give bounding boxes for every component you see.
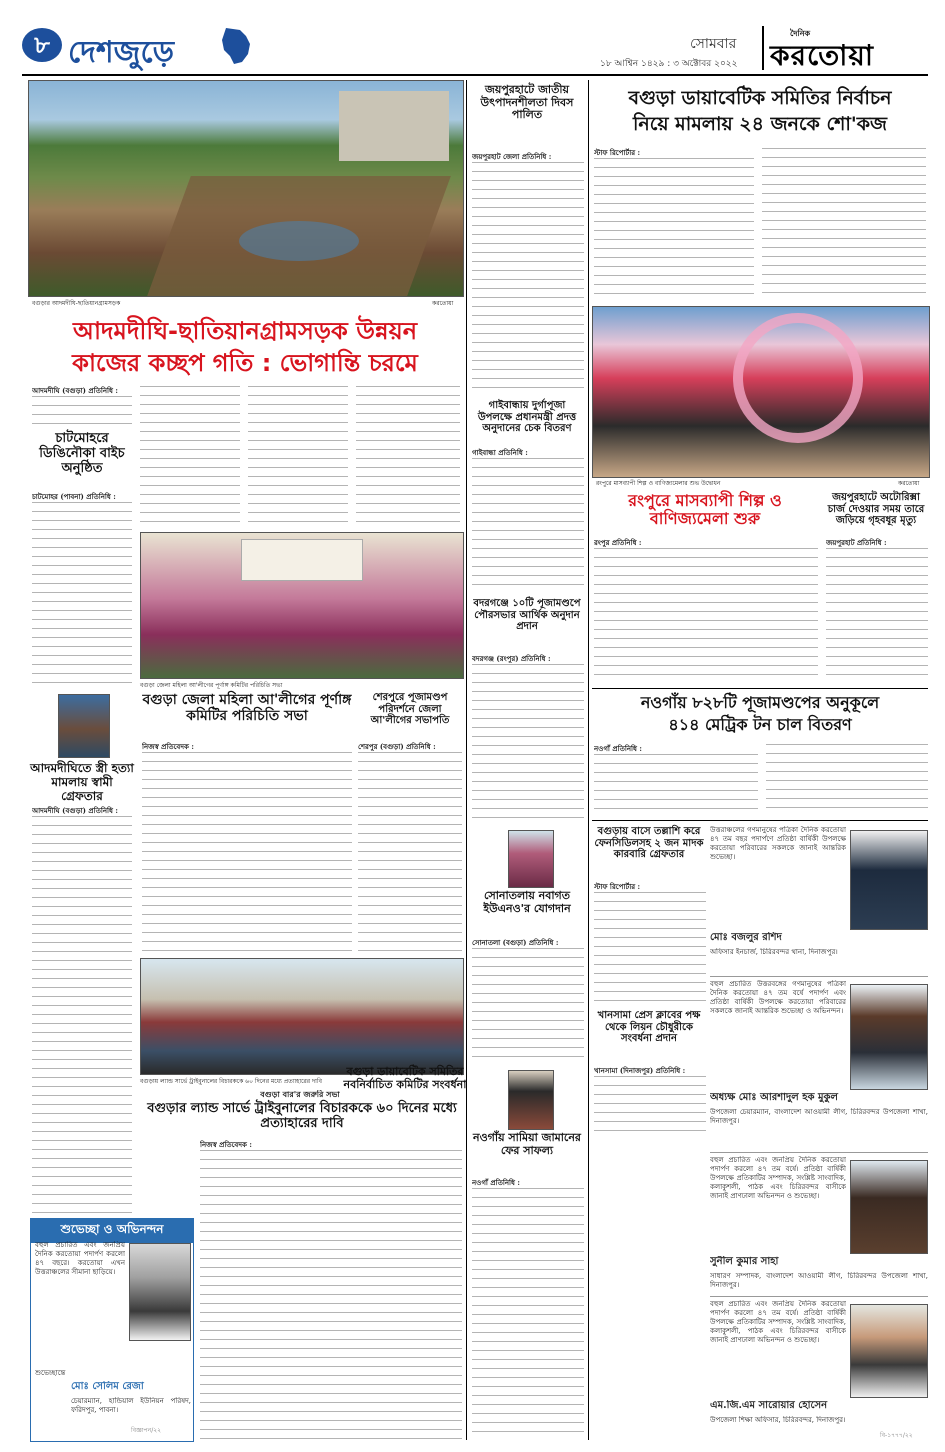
main-story-body-col1 xyxy=(32,396,132,428)
khansama-headline: খানসামা প্রেস ক্লাবের পক্ষ থেকে লিয়ন চৌধুরীকে সংবর্ধনা প্রদান xyxy=(597,1010,701,1044)
sherpur-puja-body xyxy=(358,752,462,952)
naogaon-rice-dateline: নওগাঁ প্রতিনিধি : xyxy=(594,744,642,753)
trade-fair-body xyxy=(594,548,818,682)
auto-death-dateline: জয়পুরহাট প্রতিনিধি : xyxy=(826,538,887,547)
road-photo xyxy=(28,80,464,297)
greeting-header: শুভেচ্ছা ও অভিনন্দন xyxy=(31,1219,193,1243)
right-ad-2 xyxy=(710,980,928,1153)
gaibandha-dateline: গাইবান্ধা প্রতিনিধি : xyxy=(472,448,528,457)
mohila-league-photo xyxy=(140,532,464,679)
main-story-body-col4 xyxy=(356,386,460,526)
right-ad-4-name: এম.জি.এম সারোয়ার হোসেন xyxy=(710,1400,828,1411)
mohila-league-dateline: নিজস্ব প্রতিবেদক : xyxy=(142,742,194,751)
gaibandha-headline: গাইবান্ধায় দুর্গাপূজা উপলক্ষে প্রধানমন্ত্রী প্রদত্ত অনুদানের চেক বিতরণ xyxy=(477,400,577,434)
badarganj-body xyxy=(472,664,584,824)
road-photo-credit: করতোয়া xyxy=(432,300,454,307)
bangladesh-map-icon xyxy=(220,26,254,66)
diabetic-case-body-col1 xyxy=(594,158,754,300)
samia-headline: নওগাঁয় সামিয়া জামানের ফের সাফল্য xyxy=(473,1131,581,1157)
trade-fair-dateline: রংপুর প্রতিনিধি : xyxy=(594,538,642,547)
paper-name-logo: করতোয়া xyxy=(770,39,874,72)
sherpur-puja-dateline: শেরপুর (বগুড়া) প্রতিনিধি : xyxy=(358,742,436,751)
murder-headline: আদমদীঘিতে স্ত্রী হত্যা মামলায় স্বামী গ্রেফতার xyxy=(30,761,134,803)
naogaon-rice-headline-line2: ৪১৪ মেট্রিক টন চাল বিতরণ xyxy=(668,715,852,734)
middle-right-divider xyxy=(588,80,589,1440)
right-ad-4-portrait xyxy=(850,1304,928,1398)
badarganj-headline: বদরগঞ্জে ১০টি পূজামণ্ডপে পৌরসভার আর্থিক অনুদান প্রদান xyxy=(473,598,581,632)
gaibandha-body xyxy=(472,458,584,592)
road-photo-caption: বগুড়ার আদমদীঘি-ছাতিয়ানগ্রামসড়ক xyxy=(32,300,121,307)
greeting-portrait xyxy=(129,1243,191,1341)
land-survey-headline: বগুড়ার ল্যান্ড সার্ভে ট্রাইবুনালের বিচারককে ৬০ দিনের মধ্যে প্রত্যাহারের দাবি xyxy=(147,1101,457,1131)
sonatala-headline: সোনাতলায় নবাগত ইউএনও'র যোগদান xyxy=(483,889,571,915)
right-ad-1-name: মোঃ বজলুর রশিদ xyxy=(710,932,782,943)
right-ad-4-title: উপজেলা শিক্ষা অফিসার, চিরিরবন্দর, দিনাজপুর। xyxy=(710,1416,846,1424)
right-ad-2-portrait xyxy=(850,984,928,1090)
greeting-body: বহুল প্রচারিত এবং জনপ্রিয় দৈনিক করতোয়া পদার্পণ করলো ৪৭ বছরে। করতোয়া এখন উত্তরাঞ্চলের সীমানা ছাড়িয়ে। xyxy=(35,1241,125,1276)
footer-ad-ref: বি-১৭৭৭/২২ xyxy=(880,1432,913,1439)
uno-portrait xyxy=(508,830,554,888)
murder-body xyxy=(32,816,132,1216)
right-ad-3-text: বহুল প্রচারিত এবং জনপ্রিয় দৈনিক করতোয়া পদার্পণ করলো ৪৭ তম বর্ষে। প্রতিষ্ঠা বার্ষিকী উপলক্ষে প্রতিকাটির সম্পাদক, সংশ্লিষ্ট সাংবাদিক, কলাকুশলী, পাঠক এবং চিরিরবন্দর বাসীকে জানাই প্রাণঢালা অভিনন্দন ও শুভেচ্ছা। xyxy=(710,1156,846,1200)
masthead xyxy=(0,0,945,72)
masthead-rule xyxy=(22,74,928,76)
auto-death-headline: জয়পুরহাটে অটোরিক্সা চার্জ দেওয়ার সময় তারে জড়িয়ে গৃহবধূর মৃত্যু xyxy=(827,492,925,526)
naogaon-rice-headline-line1: নওগাঁয় ৮২৮টি পূজামণ্ডপের অনুকূলে xyxy=(640,693,880,712)
right-ad-3-name: সুনীল কুমার সাহা xyxy=(710,1256,779,1267)
section-title: দেশজুড়ে xyxy=(68,35,174,70)
right-ad-3 xyxy=(710,1156,928,1297)
right-ad-1-title: অফিসার ইনচার্জ, চিরিরবন্দর থানা, দিনাজপুর। xyxy=(710,948,838,956)
greeting-name: মোঃ সেলিম রেজা xyxy=(71,1381,144,1392)
khansama-dateline: খানসামা (দিনাজপুর) প্রতিনিধি : xyxy=(594,1066,686,1075)
chatmohar-headline: চাটমোহরে ডিঙিনৌকা বাইচ অনুষ্ঠিত xyxy=(39,431,125,476)
paper-small-label: দৈনিক xyxy=(790,29,811,38)
main-headline-line1: আদমদীঘি-ছাতিয়ানগ্রামসড়ক উন্নয়ন xyxy=(72,317,418,345)
diabetic-reception-headline: বগুড়া ডায়াবেটিক সমিতির নবনির্বাচিত কমিটির সংবর্ধনা xyxy=(343,1065,467,1091)
greeting-box xyxy=(30,1218,194,1442)
diabetic-case-headline-line1: বগুড়া ডায়াবেটিক সমিতির নির্বাচন xyxy=(628,87,892,109)
mohila-league-headline: বগুড়া জেলা মহিলা আ'লীগের পূর্ণাঙ্গ কমিটির পরিচিতি সভা xyxy=(142,692,352,725)
main-headline-line2: কাজের কচ্ছপ গতি : ভোগান্তি চরমে xyxy=(72,349,418,377)
lower-mid-rule xyxy=(592,820,928,821)
left-middle-divider xyxy=(466,80,467,1440)
main-story-dateline: আদমদীঘি (বগুড়া) প্রতিনিধি : xyxy=(32,386,118,395)
samia-body xyxy=(472,1188,584,1440)
land-survey-kicker: বগুড়া বার'র জরুরি সভা xyxy=(260,1090,340,1099)
auto-death-body xyxy=(826,548,928,682)
right-ad-2-name: অধ্যক্ষ মোঃ আরশাদুল হক মুকুল xyxy=(710,1092,838,1103)
trade-fair-credit: করতোয়া xyxy=(898,480,920,487)
land-survey-caption: বগুড়ায় ল্যান্ড সার্ভে ট্রাইবুনালের বিচারককে ৬০ দিনের মধ্যে প্রত্যাহারের দাবি xyxy=(140,1078,322,1085)
main-story-body-col2 xyxy=(140,386,240,526)
sherpur-puja-headline: শেরপুরে পূজামণ্ডপ পরিদর্শনে জেলা আ'লীগের সভাপতি xyxy=(370,692,450,726)
diabetic-case-dateline: স্টাফ রিপোর্টার : xyxy=(594,148,641,157)
diabetic-case-body-col2 xyxy=(762,148,926,300)
accused-photo xyxy=(58,694,110,758)
right-ad-2-text: বহুল প্রচারিত উত্তরবঙ্গের গণমানুষের পত্রিকা দৈনিক করতোয়া ৪৭ তম বর্ষে পদার্পণ এবং প্রতিষ্ঠা বার্ষিকী উপলক্ষে করতোয়া পরিবারের সকলকে জানাই আন্তরিক শুভেচ্ছা ও অভিনন্দন। xyxy=(710,980,846,1015)
sonatala-body xyxy=(472,948,584,1060)
greeting-from: শুভেচ্ছান্তে xyxy=(35,1369,66,1377)
right-ad-1-portrait xyxy=(850,830,928,930)
chatmohar-body xyxy=(32,502,132,688)
productivity-headline: জয়পুরহাটে জাতীয় উৎপাদনশীলতা দিবস পালিত xyxy=(480,83,574,122)
right-ad-2-title: উপজেলা চেয়ারম্যান, বাংলাদেশ আওয়ামী লীগ, চিরিরবন্দর উপজেলা শাখা, দিনাজপুর। xyxy=(710,1108,928,1125)
trade-fair-headline: রংপুরে মাসব্যাপী শিল্প ও বাণিজ্যমেলা শুরু xyxy=(628,491,782,529)
trade-fair-caption: রংপুরে মাসব্যাপী শিল্প ও বাণিজ্যমেলার শুভ উদ্বোধন xyxy=(596,480,721,487)
right-ad-1 xyxy=(710,826,928,977)
khansama-body xyxy=(594,1076,706,1136)
masthead-divider xyxy=(762,26,764,70)
murder-dateline: আদমদীঘি (বগুড়া) প্রতিনিধি : xyxy=(32,806,118,815)
right-ad-3-title: সাধারণ সম্পাদক, বাংলাদেশ আওয়ামী লীগ, চিরিরবন্দর উপজেলা শাখা, দিনাজপুর। xyxy=(710,1272,928,1289)
land-survey-body xyxy=(200,1150,462,1440)
samia-dateline: নওগাঁ প্রতিনিধি : xyxy=(472,1178,520,1187)
greeting-ad-code: বিজ্ঞাপন/২২ xyxy=(131,1427,162,1434)
trade-fair-photo xyxy=(592,306,930,478)
naogaon-rice-body-col2 xyxy=(766,744,928,816)
chatmohar-dateline: চাটমোহর (পাবনা) প্রতিনিধি : xyxy=(32,492,116,501)
right-ad-1-text: উত্তরাঞ্চলের গণমানুষের পত্রিকা দৈনিক করতোয়া ৪৭ তম বছর পদার্পণে প্রতিষ্ঠা বার্ষিকী উপলক্ষে করতোয়া পরিবারের সকলকে জানাই আন্তরিক শুভেচ্ছা। xyxy=(710,826,846,861)
main-story-body-col3 xyxy=(248,386,348,526)
page-number-badge: ৮ xyxy=(22,28,62,62)
right-ad-4-text: বহুল প্রচারিত এবং জনপ্রিয় দৈনিক করতোয়া পদার্পণ করলো ৪৭ তম বর্ষে। প্রতিষ্ঠা বার্ষিকী উপলক্ষে প্রতিকাটির সম্পাদক, সংশ্লিষ্ট সাংবাদিক, কলাকুশলী, পাঠক এবং চিরিরবন্দর বাসীকে জানাই প্রাণঢালা অভিনন্দন ও শুভেচ্ছা। xyxy=(710,1300,846,1344)
naogaon-rice-body-col1 xyxy=(594,754,758,816)
land-survey-photo xyxy=(140,958,464,1075)
diabetic-case-headline-line2: নিয়ে মামলায় ২৪ জনকে শো'কজ xyxy=(632,113,888,135)
fensidil-body xyxy=(594,892,706,1004)
fensidil-dateline: স্টাফ রিপোর্টার : xyxy=(594,882,641,891)
naogaon-top-rule xyxy=(592,688,928,689)
land-survey-dateline: নিজস্ব প্রতিবেদক : xyxy=(200,1140,252,1149)
mohila-league-caption: বগুড়া জেলা মহিলা আ'লীগের পূর্ণাঙ্গ কমিটির পরিচিতি সভা xyxy=(140,682,283,689)
right-ad-3-portrait xyxy=(850,1160,928,1254)
greeting-title: চেয়ারম্যান, হান্ডিয়াল ইউনিয়ন পরিষদ, ফরিদপুর, পাবনা। xyxy=(71,1397,191,1414)
fensidil-headline: বগুড়ায় বাসে তল্লাশি করে ফেনসিডিলসহ ২ জন মাদক কারবারি গ্রেফতার xyxy=(594,826,704,860)
productivity-body xyxy=(472,162,584,394)
mohila-league-body xyxy=(142,752,352,952)
issue-date: ১৮ আশ্বিন ১৪২৯ : ৩ অক্টোবর ২০২২ xyxy=(600,59,738,69)
sonatala-dateline: সোনাতলা (বগুড়া) প্রতিনিধি : xyxy=(472,938,559,947)
day-label: সোমবার xyxy=(690,36,737,52)
samia-portrait xyxy=(508,1070,554,1130)
right-ad-4 xyxy=(710,1300,928,1440)
productivity-dateline: জয়পুরহাট জেলা প্রতিনিধি : xyxy=(472,152,552,161)
badarganj-dateline: বদরগঞ্জ (রংপুর) প্রতিনিধি : xyxy=(472,654,551,663)
